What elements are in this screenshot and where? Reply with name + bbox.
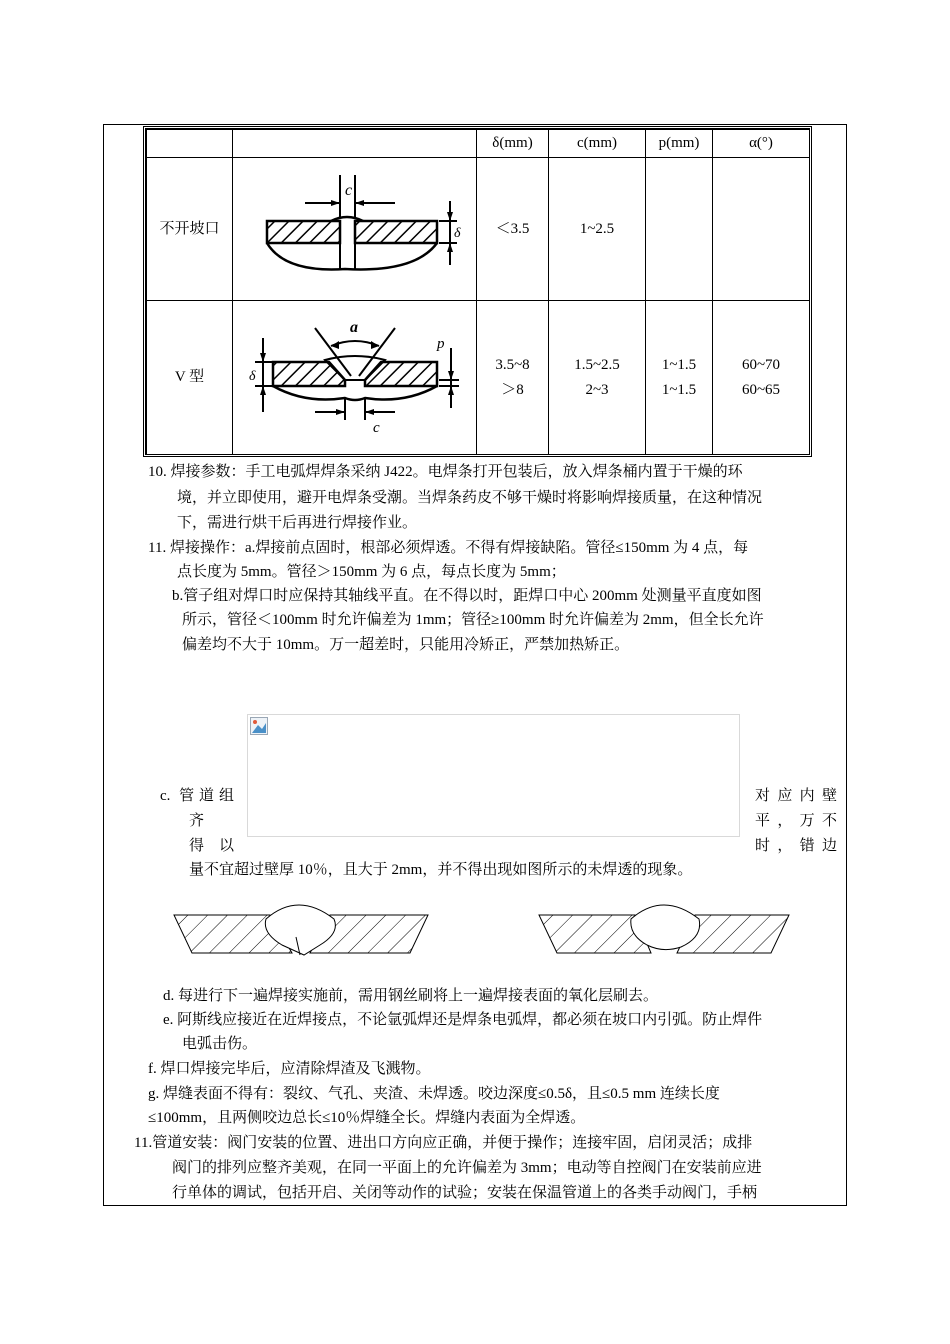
c-value: 1.5~2.5 <box>574 356 620 373</box>
para-c-left: 得 以 <box>189 838 234 854</box>
c-value-cell <box>549 301 646 455</box>
para-c-left: c. 管道组 <box>160 788 234 804</box>
delta-value: 3.5~8 <box>495 356 530 373</box>
para-11b-line: 11.管道安装：阀门安装的位置、进出口方向应正确，并便于操作；连接牢固，启闭灵活；成排 <box>134 1135 753 1151</box>
c-value: 1~2.5 <box>579 220 615 237</box>
incomplete-penetration-figure-right <box>535 893 797 963</box>
alpha-value-cell <box>713 301 810 455</box>
header-alpha: α(°) <box>713 130 810 158</box>
alpha-value: 60~65 <box>741 381 781 398</box>
c-value-cell <box>549 158 646 301</box>
para-11-b-line: 所示，管径＜100mm 时允许偏差为 1mm；管径≥100mm 时允许偏差为 2mm，但全长允许 <box>182 612 764 628</box>
groove-spec-table <box>143 126 812 457</box>
para-c-left: 齐 <box>189 813 205 829</box>
para-c-right: 时，错边 <box>755 838 837 854</box>
table-header-row <box>147 130 810 158</box>
delta-value-cell <box>477 158 549 301</box>
para-e-line: e. 阿斯线应接近在近焊接点，不论氩弧焊还是焊条电弧焊，都必须在坡口内引弧。防止焊件 <box>163 1012 763 1028</box>
para-11-b-line: 偏差均不大于 10mm。万一超差时，只能用冷矫正，严禁加热矫正。 <box>182 637 630 653</box>
dim-c-label: c <box>344 181 352 199</box>
para-e-line: 电弧击伤。 <box>182 1036 258 1052</box>
p-value: 1~1.5 <box>661 381 697 398</box>
para-d: d. 每进行下一遍焊接实施前，需用钢丝刷将上一遍焊接表面的氧化层刷去。 <box>163 988 659 1004</box>
square-groove-figure-cell <box>233 158 477 301</box>
para-c-line: 量不宜超过壁厚 10％，且大于 2mm，并不得出现如图所示的未焊透的现象。 <box>189 862 693 878</box>
header-delta: δ(mm) <box>477 130 549 158</box>
header-p: p(mm) <box>646 130 713 158</box>
header-cell <box>233 130 477 158</box>
v-groove-figure-cell <box>233 301 477 455</box>
square-groove-figure <box>245 165 465 285</box>
para-g-line: g. 焊缝表面不得有：裂纹、气孔、夹渣、未焊透。咬边深度≤0.5δ，且≤0.5 mm 连续长度 <box>148 1086 720 1102</box>
para-c-right: 对应内壁 <box>755 788 837 804</box>
para-g-line: ≤100mm，且两侧咬边总长≤10％焊缝全长。焊缝内表面为全焊透。 <box>148 1110 586 1126</box>
groove-type-label: 不开坡口 <box>147 158 233 301</box>
dim-a-label: a <box>349 319 358 336</box>
missing-image <box>247 714 740 837</box>
para-11-line: 11. 焊接操作：a.焊接前点固时，根部必须焊透。不得有焊接缺陷。管径≤150mm 为 4 点，每 <box>148 540 749 556</box>
para-11b-line: 阀门的排列应整齐美观，在同一平面上的允许偏差为 3mm；电动等自控阀门在安装前应进 <box>172 1160 762 1176</box>
groove-type-label: V 型 <box>147 301 233 455</box>
dim-delta-label: δ <box>453 225 461 241</box>
para-11-line: 点长度为 5mm。管径＞150mm 为 6 点，每点长度为 5mm； <box>177 564 566 580</box>
incomplete-penetration-figure-left <box>170 893 432 963</box>
alpha-value: 60~70 <box>741 356 781 373</box>
para-c-right: 平，万不 <box>755 813 837 829</box>
dim-p-label: p <box>436 336 444 352</box>
para-10-line: 境，并立即使用，避开电焊条受潮。当焊条药皮不够干燥时将影响焊接质量，在这种情况 <box>177 490 763 506</box>
para-11-b-line: b.管子组对焊口时应保持其轴线平直。在不得以时，距焊口中心 200mm 处测量平直度如图 <box>172 588 762 604</box>
table-row <box>147 158 810 301</box>
table-row <box>147 301 810 455</box>
p-value-cell <box>646 158 713 301</box>
para-10-line: 10. 焊接参数：手工电弧焊焊条采纳 J422。电焊条打开包装后，放入焊条桶内置于干燥的环 <box>148 464 743 480</box>
header-cell <box>147 130 233 158</box>
delta-value: ＞8 <box>501 381 524 398</box>
alpha-value-cell <box>713 158 810 301</box>
dim-delta-label: δ <box>248 369 256 384</box>
v-groove-figure <box>245 308 465 438</box>
header-c: c(mm) <box>549 130 646 158</box>
broken-image-icon <box>250 717 268 735</box>
delta-value: ＜3.5 <box>495 220 530 237</box>
p-value-cell <box>646 301 713 455</box>
para-f: f. 焊口焊接完毕后，应清除焊渣及飞溅物。 <box>148 1061 431 1077</box>
delta-value-cell <box>477 301 549 455</box>
c-value: 2~3 <box>585 381 609 398</box>
p-value: 1~1.5 <box>661 356 697 373</box>
para-10-line: 下，需进行烘干后再进行焊接作业。 <box>177 515 418 531</box>
dim-c-label: c <box>372 420 380 436</box>
para-11b-line: 行单体的调试，包括开启、关闭等动作的试验；安装在保温管道上的各类手动阀门，手柄 <box>172 1185 758 1201</box>
